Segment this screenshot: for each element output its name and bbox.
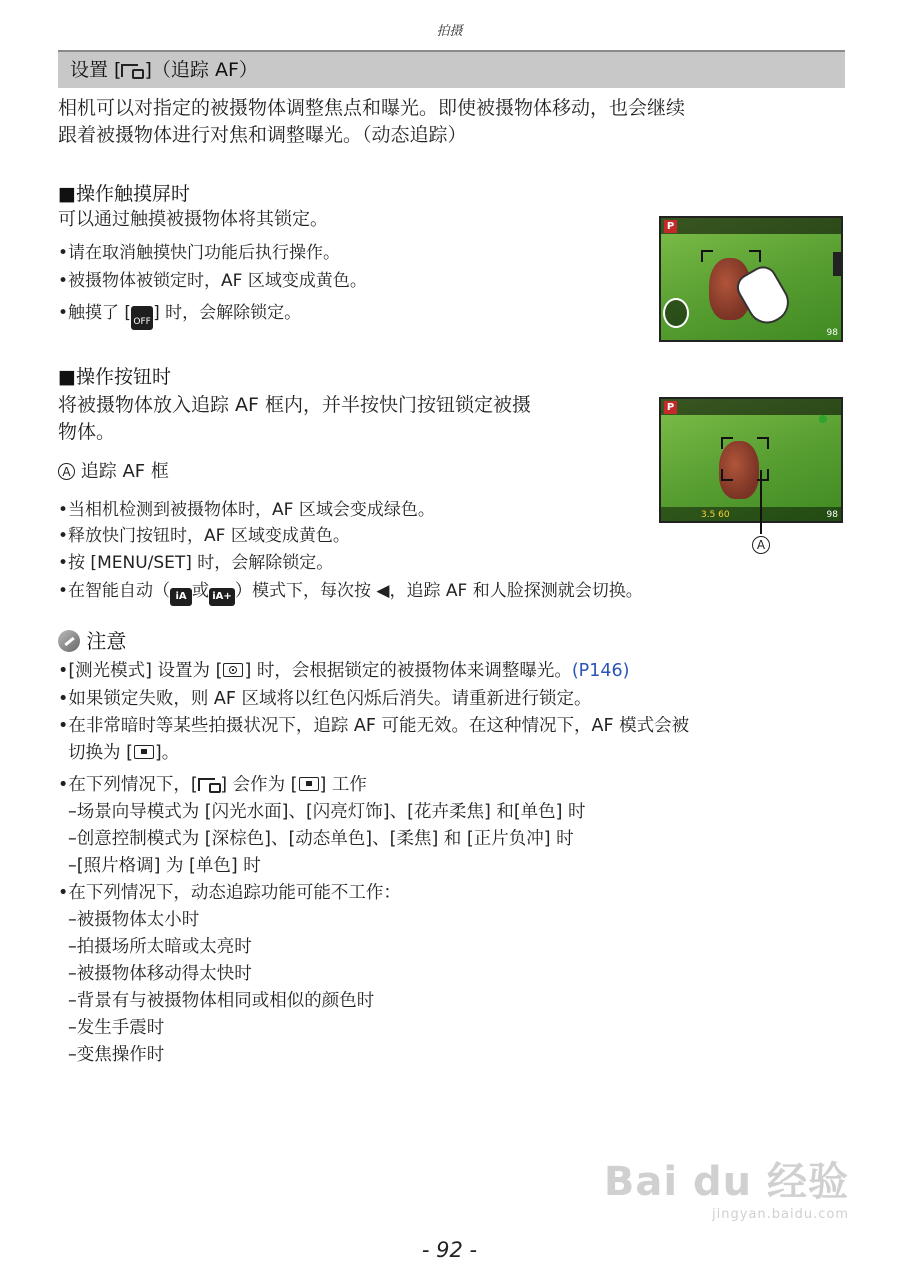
callout-legend bbox=[58, 459, 169, 485]
callout-leader-line bbox=[760, 470, 762, 534]
note-5-list bbox=[68, 907, 374, 1069]
b4-mid: 或 bbox=[192, 581, 210, 601]
touch-b3-pre: •触摸了 [ bbox=[58, 303, 132, 323]
note-4-pre: •在下列情况下，[ bbox=[58, 775, 198, 795]
af-frame-corner bbox=[721, 469, 733, 481]
figure-callout-a: A bbox=[752, 536, 770, 554]
af-frame-corner bbox=[701, 250, 713, 262]
note-pencil-icon bbox=[58, 630, 80, 652]
camera-screen-button bbox=[659, 397, 843, 523]
touch-bullet-1: •请在取消触摸快门功能后执行操作。 bbox=[58, 243, 341, 263]
mode-badge: P bbox=[664, 220, 677, 233]
page-number: - 92 - bbox=[421, 1238, 478, 1262]
touch-heading: ■操作触摸屏时 bbox=[58, 183, 190, 205]
af-1-area-icon bbox=[134, 745, 154, 759]
note-4-list bbox=[68, 799, 586, 880]
button-lead-line: 物体。 bbox=[58, 421, 116, 443]
list-item: –[照片格调] 为 [单色] 时 bbox=[68, 856, 261, 876]
note-1-pre: •[测光模式] 设置为 [ bbox=[58, 661, 223, 681]
page-header: 拍摄 bbox=[436, 24, 463, 39]
intro-text bbox=[58, 95, 685, 149]
button-bullet-4 bbox=[58, 578, 643, 606]
button-bullet-1: •当相机检测到被摄物体时，AF 区域会变成绿色。 bbox=[58, 500, 435, 520]
tracking-af-icon bbox=[198, 778, 215, 791]
note-heading-text: 注意 bbox=[86, 629, 127, 653]
page-link[interactable]: (P146) bbox=[571, 661, 630, 681]
note-5: •在下列情况下，动态追踪功能可能不工作： bbox=[58, 883, 401, 903]
button-bullet-3: •按 [MENU/SET] 时，会解除锁定。 bbox=[58, 553, 334, 573]
title-prefix: 设置 [ bbox=[70, 59, 122, 81]
touch-af-off-icon: OFF bbox=[131, 306, 153, 330]
note-4-post: ] 工作 bbox=[319, 775, 367, 795]
callout-a-marker: A bbox=[58, 463, 75, 480]
list-item: –创意控制模式为 [深棕色]、[动态单色]、[柔焦] 和 [正片负冲] 时 bbox=[68, 829, 574, 849]
note-3b-post: ]。 bbox=[154, 743, 180, 763]
touch-lead: 可以通过触摸被摄物体将其锁定。 bbox=[58, 209, 328, 230]
button-lead bbox=[58, 392, 531, 446]
side-tab bbox=[833, 252, 841, 276]
note-4 bbox=[58, 772, 367, 799]
af-frame-corner bbox=[749, 250, 761, 262]
list-item: –背景有与被摄物体相同或相似的颜色时 bbox=[68, 991, 375, 1011]
watermark-logo: Bai du 经验 bbox=[603, 1159, 849, 1205]
section-title bbox=[58, 50, 845, 88]
remaining-count: 98 bbox=[826, 328, 838, 338]
baidu-watermark bbox=[604, 1150, 849, 1222]
intro-line: 跟着被摄物体进行对焦和调整曝光。（动态追踪） bbox=[58, 124, 467, 146]
intro-line: 相机可以对指定的被摄物体调整焦点和曝光。即使被摄物体移动，也会继续 bbox=[58, 97, 686, 119]
remaining-count: 98 bbox=[826, 510, 838, 520]
af-1-area-icon bbox=[299, 777, 319, 791]
list-item: –拍摄场所太暗或太亮时 bbox=[68, 937, 252, 957]
list-item: –场景向导模式为 [闪光水面]、[闪亮灯饰]、[花卉柔焦] 和[单色] 时 bbox=[68, 802, 586, 822]
mode-badge: P bbox=[664, 401, 677, 414]
note-2: •如果锁定失败，则 AF 区域将以红色闪烁后消失。请重新进行锁定。 bbox=[58, 689, 592, 709]
list-item: –被摄物体移动得太快时 bbox=[68, 964, 252, 984]
camera-screen-touch bbox=[659, 216, 843, 342]
note-1-post: ] 时，会根据锁定的被摄物体来调整曝光。 bbox=[244, 661, 572, 681]
list-item: –被摄物体太小时 bbox=[68, 910, 200, 930]
touch-bullet-2: •被摄物体被锁定时，AF 区域变成黄色。 bbox=[58, 271, 367, 291]
metering-spot-icon bbox=[223, 663, 243, 677]
b4-pre: •在智能自动（ bbox=[58, 581, 171, 601]
tracking-af-icon bbox=[121, 64, 138, 77]
button-bullet-2: •释放快门按钮时，AF 区域变成黄色。 bbox=[58, 526, 350, 546]
note-3a: •在非常暗时等某些拍摄状况下，追踪 AF 可能无效。在这种情况下，AF 模式会被 bbox=[58, 716, 690, 736]
note-3b bbox=[68, 740, 179, 767]
exposure-readout: 3.5 60 bbox=[701, 510, 730, 520]
intelligent-auto-plus-icon: iA+ bbox=[209, 588, 235, 606]
button-lead-line: 将被摄物体放入追踪 AF 框内，并半按快门按钮锁定被摄 bbox=[58, 394, 532, 416]
list-item: –发生手震时 bbox=[68, 1018, 165, 1038]
touch-b3-post: ] 时，会解除锁定。 bbox=[153, 303, 302, 323]
watermark-url: jingyan.baidu.com bbox=[712, 1207, 849, 1222]
touch-bullet-3 bbox=[58, 300, 301, 330]
callout-text: 追踪 AF 框 bbox=[80, 461, 169, 482]
note-1 bbox=[58, 658, 629, 685]
touch-off-button bbox=[663, 298, 689, 328]
list-item: –变焦操作时 bbox=[68, 1045, 165, 1065]
note-heading bbox=[58, 628, 126, 654]
b4-post: ）模式下，每次按 ◀，追踪 AF 和人脸探测就会切换。 bbox=[235, 581, 643, 601]
note-3b-pre: 切换为 [ bbox=[68, 743, 133, 763]
intelligent-auto-icon: iA bbox=[170, 588, 192, 606]
button-heading: ■操作按钮时 bbox=[58, 366, 171, 388]
note-4-mid: ] 会作为 [ bbox=[220, 775, 298, 795]
focus-indicator-icon bbox=[819, 415, 827, 423]
af-frame-corner bbox=[757, 469, 769, 481]
title-suffix: ]（追踪 AF） bbox=[144, 59, 258, 81]
af-frame-corner bbox=[757, 437, 769, 449]
af-frame-corner bbox=[721, 437, 733, 449]
